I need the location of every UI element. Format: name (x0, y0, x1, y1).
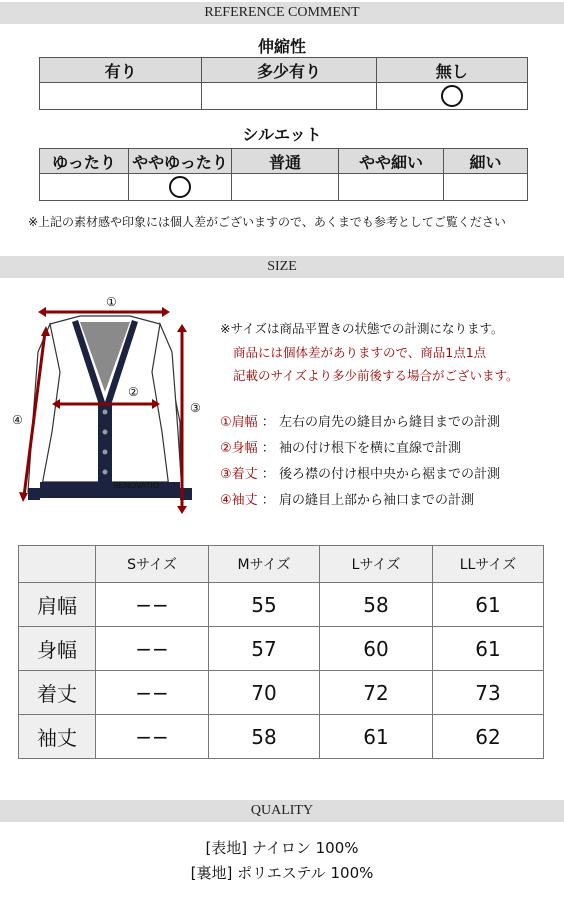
size-note-1: ※サイズは商品平置きの状態での計測になります。 (220, 321, 504, 336)
stretch-cell-3 (376, 83, 527, 110)
table-row (19, 715, 544, 759)
table-cell: 58 (320, 583, 433, 627)
table-cell: 70 (209, 671, 320, 715)
table-row (19, 583, 544, 627)
stretch-cell-1 (40, 83, 202, 110)
silhouette-cell-1 (40, 174, 129, 201)
measure-3-label: ③着丈 (220, 467, 258, 482)
table-cell: 73 (433, 671, 544, 715)
selected-circle-icon (441, 85, 463, 107)
size-header-m: Mサイズ (209, 546, 320, 583)
silhouette-option-4: やや細い (339, 149, 444, 174)
table-cell: 61 (433, 627, 544, 671)
stretch-option-3: 無し (376, 58, 527, 83)
marker-2: ② (128, 385, 139, 399)
table-cell: −− (96, 715, 209, 759)
silhouette-option-1: ゆったり (40, 149, 129, 174)
quality-line-2: [裏地] ポリエステル 100% (190, 864, 374, 882)
silhouette-option-2: ややゆったり (129, 149, 232, 174)
table-row (19, 627, 544, 671)
silhouette-option-3: 普通 (232, 149, 339, 174)
table-row (19, 671, 544, 715)
row-label: 肩幅 (19, 583, 96, 627)
measure-3: ③着丈 ： 後ろ襟の付け根中央から裾までの計測 (220, 467, 500, 482)
size-note-3: 記載のサイズより多少前後する場合がございます。 (233, 368, 519, 383)
silhouette-cell-5 (444, 174, 528, 201)
reference-note: ※上記の素材感や印象には個人差がございますので、あくまでも参考としてご覧ください (28, 215, 506, 229)
measure-2-desc: 袖の付け根下を横に直線で計測 (278, 441, 461, 456)
silhouette-option-5: 細い (444, 149, 528, 174)
measure-1-desc: 左右の肩先の縫目から縫目までの計測 (278, 415, 500, 430)
size-table (18, 545, 544, 759)
table-cell: −− (96, 583, 209, 627)
table-cell: 57 (209, 627, 320, 671)
size-band: SIZE (0, 256, 564, 278)
table-cell: 58 (209, 715, 320, 759)
table-cell: 62 (433, 715, 544, 759)
measure-2-label: ②身幅 (220, 441, 258, 456)
stretch-table (39, 57, 528, 110)
stretch-option-1: 有り (40, 58, 202, 83)
row-label: 袖丈 (19, 715, 96, 759)
size-note-2: 商品には個体差がありますので、商品1点1点 (233, 345, 487, 360)
measure-1: ①肩幅 ： 左右の肩先の縫目から縫目までの計測 (220, 415, 500, 430)
stretch-title: 伸縮性 (257, 37, 306, 56)
table-cell: 61 (320, 715, 433, 759)
silhouette-table (39, 148, 528, 201)
measure-4: ④袖丈 ： 肩の縫目上部から袖口までの計測 (220, 493, 474, 508)
hem-band-icon (40, 482, 180, 498)
size-header-s: Sサイズ (96, 546, 209, 583)
measure-4-desc: 肩の縫目上部から袖口までの計測 (278, 493, 474, 508)
silhouette-cell-2 (129, 174, 232, 201)
measure-4-label: ④袖丈 (220, 493, 258, 508)
marker-4: ④ (12, 413, 23, 427)
table-cell: −− (96, 671, 209, 715)
measure-3-desc: 後ろ襟の付け根中央から裾までの計測 (278, 467, 500, 482)
size-header-ll: LLサイズ (433, 546, 544, 583)
measure-2: ②身幅 ： 袖の付け根下を横に直線で計測 (220, 441, 461, 456)
silhouette-cell-3 (232, 174, 339, 201)
table-cell: 61 (433, 583, 544, 627)
table-cell: −− (96, 627, 209, 671)
table-cell: 72 (320, 671, 433, 715)
brand-tag: RENOVATIO (113, 481, 159, 490)
cardigan-diagram (10, 292, 210, 517)
row-label: 身幅 (19, 627, 96, 671)
stretch-cell-2 (202, 83, 376, 110)
reference-band: REFERENCE COMMENT (0, 2, 564, 24)
silhouette-title: シルエット (242, 125, 322, 144)
table-cell: 55 (209, 583, 320, 627)
stretch-option-2: 多少有り (202, 58, 376, 83)
size-header-corner (19, 546, 96, 583)
size-header-l: Lサイズ (320, 546, 433, 583)
quality-band: QUALITY (0, 800, 564, 822)
row-label: 着丈 (19, 671, 96, 715)
silhouette-cell-4 (339, 174, 444, 201)
marker-3: ③ (190, 401, 201, 415)
marker-1: ① (106, 295, 117, 309)
quality-line-1: [表地] ナイロン 100% (205, 839, 359, 857)
selected-circle-icon (169, 176, 191, 198)
table-cell: 60 (320, 627, 433, 671)
measure-1-label: ①肩幅 (220, 415, 258, 430)
